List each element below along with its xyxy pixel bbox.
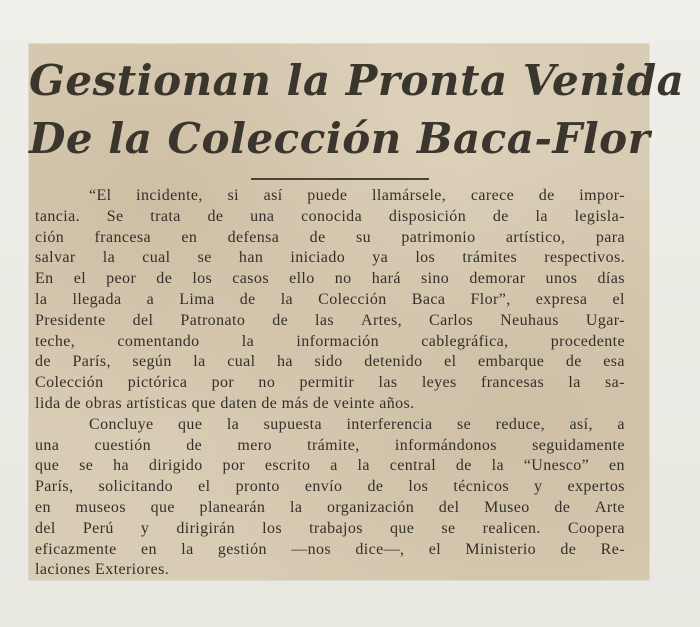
- article-line: París, solicitando el pronto envío de los técnicos y expertos: [35, 478, 625, 496]
- article-line: En el peor de los casos ello no hará sino demorar unos días: [35, 270, 625, 288]
- article-line: ción francesa en defensa de su patrimonio artístico, para: [35, 228, 625, 246]
- article-line: en museos que planearán la organización del Museo de Arte: [35, 498, 625, 516]
- headline-line-1: Gestionan la Pronta Venida: [29, 56, 685, 105]
- article-line: la llegada a Lima de la Colección Baca Flor”, expresa el: [35, 290, 625, 308]
- article-line: “El incidente, si así puede llamársele, carece de impor-: [89, 187, 625, 204]
- article-line: una cuestión de mero trámite, informándonos seguidamente: [35, 436, 625, 454]
- newspaper-clipping: [29, 44, 685, 580]
- headline-line-2: De la Colección Baca-Flor: [29, 114, 651, 163]
- article-line: salvar la cual se han iniciado ya los trámites respectivos.: [35, 249, 625, 267]
- article-line: de París, según la cual ha sido detenido el embarque de esa: [35, 353, 625, 371]
- article-line: tancia. Se trata de una conocida disposición de la legisla-: [35, 207, 625, 225]
- article-line: Colección pictórica por no permitir las leyes francesas la sa-: [35, 374, 625, 392]
- article-line: Concluye que la supuesta interferencia se reduce, así, a: [89, 415, 625, 433]
- headline-divider: [251, 178, 429, 180]
- article-line: del Perú y dirigirán los trabajos que se realicen. Coopera: [35, 519, 625, 537]
- article-line: eficazmente en la gestión —nos dice—, el Ministerio de Re-: [35, 540, 625, 558]
- article-body: [35, 186, 625, 581]
- article-line: que se ha dirigido por escrito a la central de la “Unesco” en: [35, 457, 625, 475]
- article-line: laciones Exteriores.: [35, 561, 170, 579]
- article-line: Presidente del Patronato de las Artes, Carlos Neuhaus Ugar-: [35, 311, 625, 329]
- article-line: teche, comentando la información cablegráfica, procedente: [35, 332, 625, 350]
- article-line: lida de obras artísticas que daten de más de veinte años.: [35, 394, 415, 412]
